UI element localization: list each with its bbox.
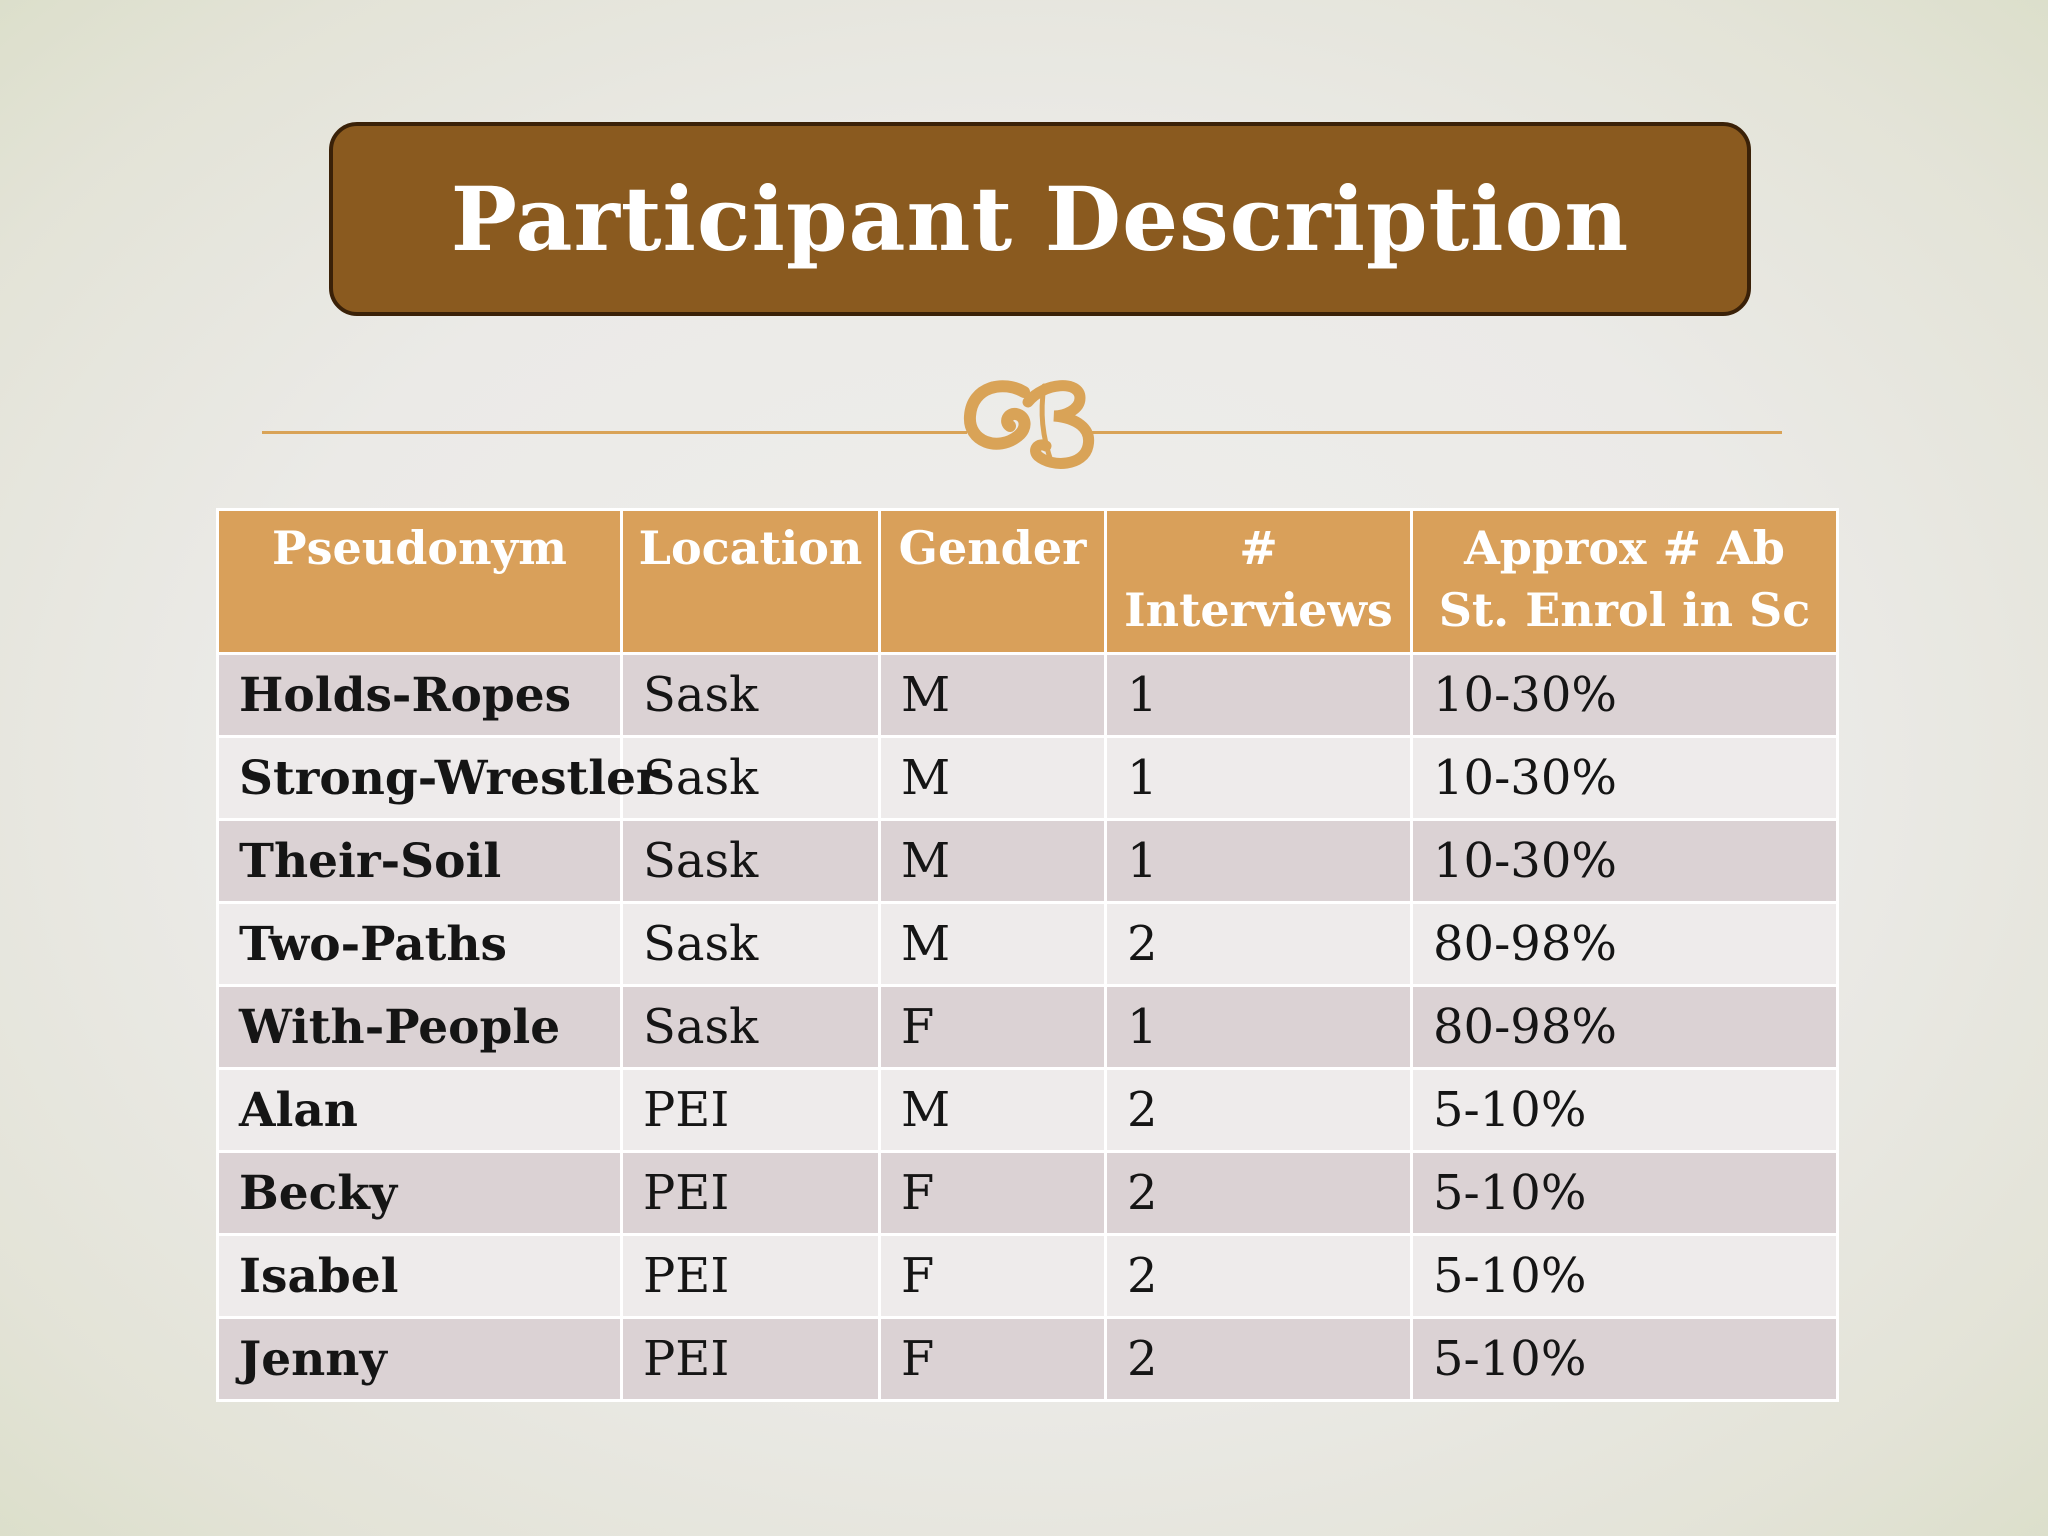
cell-location: Sask [622,737,880,820]
table-row [218,1318,1838,1401]
header-location: Location [622,510,880,654]
cell-gender: M [880,737,1106,820]
cell-location: Sask [622,903,880,986]
cell-interviews: 1 [1106,986,1412,1069]
divider-line-right [1092,431,1782,434]
participant-table [216,508,1839,1402]
cell-enrolment: 5-10% [1412,1318,1838,1401]
table-row [218,1152,1838,1235]
table-row [218,1235,1838,1318]
title-banner [329,122,1751,316]
cell-pseudonym: Alan [218,1069,622,1152]
table-row [218,737,1838,820]
cell-gender: M [880,654,1106,737]
cell-pseudonym: Their-Soil [218,820,622,903]
cell-gender: F [880,1152,1106,1235]
cell-pseudonym: Becky [218,1152,622,1235]
cell-gender: F [880,1235,1106,1318]
cell-interviews: 1 [1106,654,1412,737]
cell-enrolment: 5-10% [1412,1152,1838,1235]
cell-pseudonym: Strong-Wrestler [218,737,622,820]
table-row [218,820,1838,903]
table-row [218,654,1838,737]
cell-interviews: 2 [1106,1152,1412,1235]
title-divider [262,372,1782,472]
cell-location: PEI [622,1235,880,1318]
cell-interviews: 2 [1106,1318,1412,1401]
cell-gender: F [880,1318,1106,1401]
table-row [218,1069,1838,1152]
cell-pseudonym: Jenny [218,1318,622,1401]
cell-enrolment: 80-98% [1412,986,1838,1069]
table-header-row [218,510,1838,654]
cell-pseudonym: With-People [218,986,622,1069]
cell-enrolment: 10-30% [1412,737,1838,820]
cell-gender: F [880,986,1106,1069]
cell-location: PEI [622,1152,880,1235]
page-title: Participant Description [450,167,1630,271]
cell-location: PEI [622,1069,880,1152]
cell-enrolment: 80-98% [1412,903,1838,986]
cell-enrolment: 5-10% [1412,1069,1838,1152]
cell-enrolment: 5-10% [1412,1235,1838,1318]
cell-interviews: 2 [1106,1069,1412,1152]
header-pseudonym: Pseudonym [218,510,622,654]
flourish-ornament-icon [952,372,1112,472]
cell-pseudonym: Isabel [218,1235,622,1318]
header-interviews: # Interviews [1106,510,1412,654]
header-enrolment: Approx # Ab St. Enrol in Sc [1412,510,1838,654]
cell-location: Sask [622,820,880,903]
cell-location: Sask [622,986,880,1069]
table-row [218,903,1838,986]
cell-location: Sask [622,654,880,737]
cell-pseudonym: Holds-Ropes [218,654,622,737]
table-row [218,986,1838,1069]
cell-interviews: 1 [1106,737,1412,820]
cell-enrolment: 10-30% [1412,654,1838,737]
cell-location: PEI [622,1318,880,1401]
header-gender: Gender [880,510,1106,654]
cell-interviews: 2 [1106,903,1412,986]
divider-line-left [262,431,967,434]
cell-gender: M [880,903,1106,986]
cell-interviews: 2 [1106,1235,1412,1318]
cell-enrolment: 10-30% [1412,820,1838,903]
cell-pseudonym: Two-Paths [218,903,622,986]
cell-gender: M [880,1069,1106,1152]
cell-gender: M [880,820,1106,903]
cell-interviews: 1 [1106,820,1412,903]
